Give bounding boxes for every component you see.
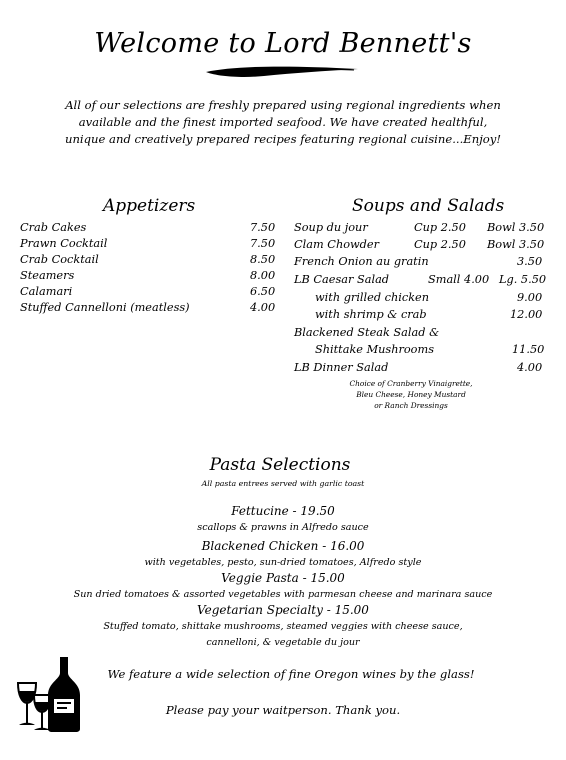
thank-you-note: Please pay your waitperson. Thank you. xyxy=(165,703,401,717)
menu-item-small-price: Small 4.00 xyxy=(428,273,490,286)
pasta-item-description: with vegetables, pesto, sun-dried tomatoes, Alfredo style xyxy=(144,557,422,568)
menu-item-name: LB Caesar Salad xyxy=(294,273,390,286)
menu-item-name: Clam Chowder xyxy=(294,238,380,251)
menu-item-price: 4.00 xyxy=(250,301,276,314)
menu-item-name: with grilled chicken xyxy=(315,291,430,304)
menu-item-bowl-price: Bowl 3.50 xyxy=(487,221,545,234)
pasta-item-name: Veggie Pasta - 15.00 xyxy=(221,571,345,585)
menu-item-price: 6.50 xyxy=(250,285,276,298)
menu-item-name: LB Dinner Salad xyxy=(294,361,389,374)
pasta-item-description: Stuffed tomato, shittake mushrooms, steamed veggies with cheese sauce, xyxy=(103,621,463,632)
pasta-item-description: Sun dried tomatoes & assorted vegetables with parmesan cheese and marinara sauce xyxy=(73,589,493,600)
menu-item-price: 3.50 xyxy=(517,255,543,268)
pasta-heading: Pasta Selections xyxy=(209,455,351,475)
menu-item-price: 8.50 xyxy=(250,253,276,266)
menu-item-cup-price: Cup 2.50 xyxy=(414,238,466,251)
page-title: Welcome to Lord Bennett's xyxy=(94,28,472,59)
menu-item-name: Calamari xyxy=(20,285,73,298)
menu-item-name-continued: Shittake Mushrooms xyxy=(315,343,434,356)
menu-item-price: 7.50 xyxy=(250,237,276,250)
menu-item-name: French Onion au gratin xyxy=(294,255,429,268)
dressing-choices-note: Choice of Cranberry Vinaigrette, Bleu Cheese, Honey Mustard or Ranch Dressings xyxy=(349,379,473,410)
pasta-item-description: scallops & prawns in Alfredo sauce xyxy=(197,522,369,533)
wine-note: We feature a wide selection of fine Oregon wines by the glass! xyxy=(107,667,475,681)
intro-text: All of our selections are freshly prepared using regional ingredients when available and the finest imported seafood. We have created healthful, unique and creatively prepared recipes featuring regional cuisine...Enjoy! xyxy=(64,98,501,146)
menu-item-cup-price: Cup 2.50 xyxy=(414,221,466,234)
brush-stroke-divider xyxy=(204,64,360,80)
menu-item-price: 8.00 xyxy=(250,269,276,282)
menu-item-price: 7.50 xyxy=(250,221,276,234)
pasta-item-description-continued: cannelloni, & vegetable du jour xyxy=(206,637,360,648)
menu-item-name: Stuffed Cannelloni (meatless) xyxy=(20,301,190,314)
menu-item-large-price: Lg. 5.50 xyxy=(499,273,547,286)
menu-item-price: 12.00 xyxy=(510,308,543,321)
pasta-item-name: Fettucine - 19.50 xyxy=(231,504,335,518)
menu-item-price: 11.50 xyxy=(512,343,545,356)
menu-item-price: 4.00 xyxy=(517,361,543,374)
menu-item-name: Soup du jour xyxy=(294,221,368,234)
menu-item-name: Crab Cocktail xyxy=(20,253,99,266)
soups-salads-heading: Soups and Salads xyxy=(352,196,505,216)
menu-item-name: with shrimp & crab xyxy=(315,308,427,321)
pasta-note: All pasta entrees served with garlic toast xyxy=(201,479,365,488)
menu-item-name: Prawn Cocktail xyxy=(20,237,108,250)
appetizers-heading: Appetizers xyxy=(103,196,196,216)
pasta-item-name: Vegetarian Specialty - 15.00 xyxy=(197,603,369,617)
menu-item-price: 9.00 xyxy=(517,291,543,304)
pasta-item-name: Blackened Chicken - 16.00 xyxy=(201,539,365,553)
menu-item-name: Steamers xyxy=(20,269,75,282)
menu-item-name: Crab Cakes xyxy=(20,221,87,234)
menu-item-name: Blackened Steak Salad & xyxy=(294,326,440,339)
menu-item-bowl-price: Bowl 3.50 xyxy=(487,238,545,251)
